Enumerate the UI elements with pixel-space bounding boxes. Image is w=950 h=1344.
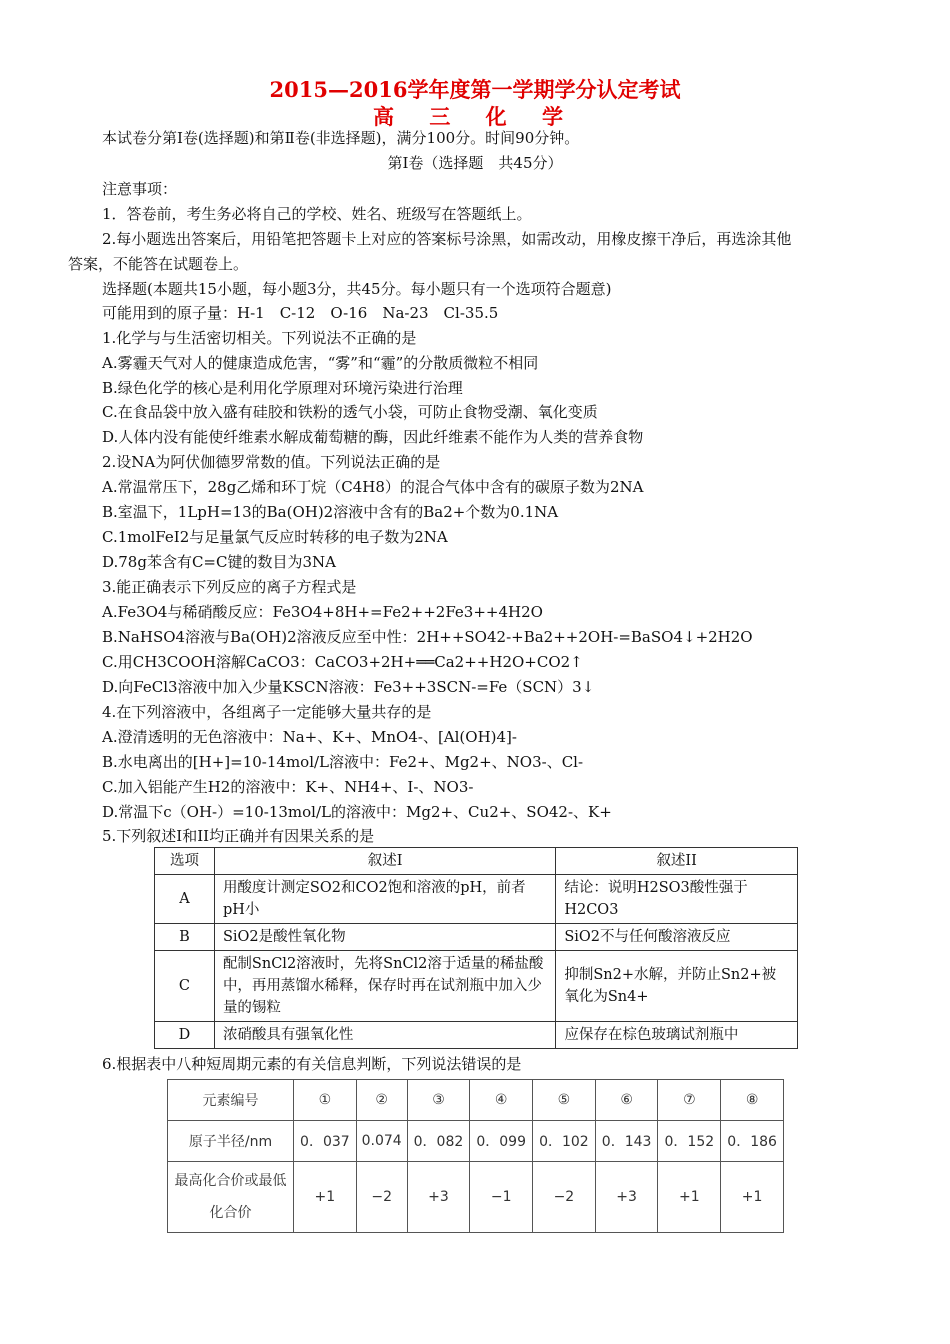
q2-option-a: A.常温常压下，28g乙烯和环丁烷（C4H8）的混合气体中含有的碳原子数为2NA [102,478,644,496]
question-1: 1.化学与与生活密切相关。下列说法不正确的是 [102,329,417,347]
statement-2-cell: SiO2不与任何酸溶液反应 [556,924,798,951]
q3-option-b: B.NaHSO4溶液与Ba(OH)2溶液反应至中性：2H++SO42-+Ba2++2OH-=BaSO4↓+2H2O [102,628,753,646]
atomic-mass-line: 可能用到的原子量：H-1 C-12 O-16 Na-23 Cl-35.5 [102,304,499,322]
row-label: 最高化合价或最低化合价 [168,1162,294,1233]
element-id-cell: ⑦ [658,1080,721,1121]
radius-cell: 0．152 [658,1121,721,1162]
element-id-cell: ⑥ [595,1080,658,1121]
option-cell: D [155,1022,215,1049]
radius-cell: 0．186 [721,1121,784,1162]
element-table [167,1079,784,1233]
q5-table [154,847,798,1049]
notice-2: 2.每小题选出答案后，用铅笔把答题卡上对应的答案标号涂黑，如需改动，用橡皮擦干净后，再选涂其他 [102,230,792,248]
q3-option-a: A.Fe3O4与稀硝酸反应：Fe3O4+8H+=Fe2++2Fe3++4H2O [102,603,543,621]
radius-cell: 0．102 [533,1121,596,1162]
notice-2-cont: 答案，不能答在试题卷上。 [68,255,249,273]
element-id-cell: ③ [407,1080,470,1121]
valence-cell: −2 [533,1162,596,1233]
element-id-cell: ② [356,1080,407,1121]
table-header-cell: 选项 [155,848,215,875]
statement-1-cell: 用酸度计测定SO2和CO2饱和溶液的pH，前者pH小 [214,875,555,924]
question-3: 3.能正确表示下列反应的离子方程式是 [102,578,357,596]
q1-option-d: D.人体内没有能使纤维素水解成葡萄糖的酶，因此纤维素不能作为人类的营养食物 [102,428,644,446]
table-row [155,924,798,951]
valence-cell: +1 [294,1162,357,1233]
valence-cell: +1 [721,1162,784,1233]
q4-option-b: B.水电离出的[H+]=10-14mol/L溶液中：Fe2+、Mg2+、NO3-、Cl- [102,753,584,771]
q1-option-b: B.绿色化学的核心是利用化学原理对环境污染进行治理 [102,379,463,397]
table-row [155,951,798,1022]
radius-cell: 0．143 [595,1121,658,1162]
valence-cell: −1 [470,1162,533,1233]
choice-instruction: 选择题(本题共15小题，每小题3分，共45分。每小题只有一个选项符合题意) [102,280,612,298]
notice-1: 1．答卷前，考生务必将自己的学校、姓名、班级写在答题纸上。 [102,205,532,223]
question-5: 5.下列叙述I和II均正确并有因果关系的是 [102,827,375,845]
q2-option-b: B.室温下，1LpH=13的Ba(OH)2溶液中含有的Ba2+个数为0.1NA [102,503,559,521]
q2-option-c: C.1molFeI2与足量氯气反应时转移的电子数为2NA [102,528,448,546]
element-id-cell: ④ [470,1080,533,1121]
row-label: 元素编号 [168,1080,294,1121]
exam-subject: 高 三 化 学 [373,104,577,129]
statement-2-cell: 应保存在棕色玻璃试剂瓶中 [556,1022,798,1049]
q3-option-d: D.向FeCl3溶液中加入少量KSCN溶液：Fe3++3SCN-=Fe（SCN）3↓ [102,678,595,696]
valence-cell: +3 [407,1162,470,1233]
atomic-radius-row [168,1121,784,1162]
radius-cell: 0.074 [356,1121,407,1162]
notice-heading: 注意事项： [102,180,178,198]
q1-option-c: C.在食品袋中放入盛有硅胶和铁粉的透气小袋，可防止食物受潮、氧化变质 [102,403,598,421]
exam-title: 2015—2016学年度第一学期学分认定考试 [269,77,681,102]
row-label: 原子半径/nm [168,1121,294,1162]
element-id-row [168,1080,784,1121]
statement-1-cell: 浓硝酸具有强氧化性 [214,1022,555,1049]
section-heading: 第Ⅰ卷（选择题 共45分） [387,154,563,172]
element-id-cell: ⑧ [721,1080,784,1121]
valence-cell: +3 [595,1162,658,1233]
valence-row [168,1162,784,1233]
q2-option-d: D.78g苯含有C=C键的数目为3NA [102,553,336,571]
q4-option-d: D.常温下c（OH-）=10-13mol/L的溶液中：Mg2+、Cu2+、SO42-、K+ [102,803,612,821]
intro-line: 本试卷分第Ⅰ卷(选择题)和第Ⅱ卷(非选择题)，满分100分。时间90分钟。 [102,129,580,147]
valence-cell: −2 [356,1162,407,1233]
q4-option-a: A.澄清透明的无色溶液中：Na+、K+、MnO4-、[Al(OH)4]- [102,728,517,746]
statement-2-cell: 结论：说明H2SO3酸性强于H2CO3 [556,875,798,924]
radius-cell: 0．082 [407,1121,470,1162]
element-id-cell: ⑤ [533,1080,596,1121]
table-header-cell: 叙述II [556,848,798,875]
q1-option-a: A.雾霾天气对人的健康造成危害，“雾”和“霾”的分散质微粒不相同 [102,354,539,372]
table-header-row [155,848,798,875]
statement-1-cell: 配制SnCl2溶液时，先将SnCl2溶于适量的稀盐酸中，再用蒸馏水稀释，保存时再在试剂瓶中加入少量的锡粒 [214,951,555,1022]
question-4: 4.在下列溶液中，各组离子一定能够大量共存的是 [102,703,432,721]
option-cell: A [155,875,215,924]
question-2: 2.设NA为阿伏伽德罗常数的值。下列说法正确的是 [102,453,441,471]
question-6: 6.根据表中八种短周期元素的有关信息判断，下列说法错误的是 [102,1055,522,1073]
option-cell: B [155,924,215,951]
q4-option-c: C.加入铝能产生H2的溶液中：K+、NH4+、I-、NO3- [102,778,474,796]
radius-cell: 0．037 [294,1121,357,1162]
radius-cell: 0．099 [470,1121,533,1162]
table-header-cell: 叙述I [214,848,555,875]
valence-cell: +1 [658,1162,721,1233]
statement-2-cell: 抑制Sn2+水解，并防止Sn2+被氧化为Sn4+ [556,951,798,1022]
statement-1-cell: SiO2是酸性氧化物 [214,924,555,951]
option-cell: C [155,951,215,1022]
q3-option-c: C.用CH3COOH溶解CaCO3：CaCO3+2H+══Ca2++H2O+CO2↑ [102,653,583,671]
element-id-cell: ① [294,1080,357,1121]
table-row [155,1022,798,1049]
table-row [155,875,798,924]
